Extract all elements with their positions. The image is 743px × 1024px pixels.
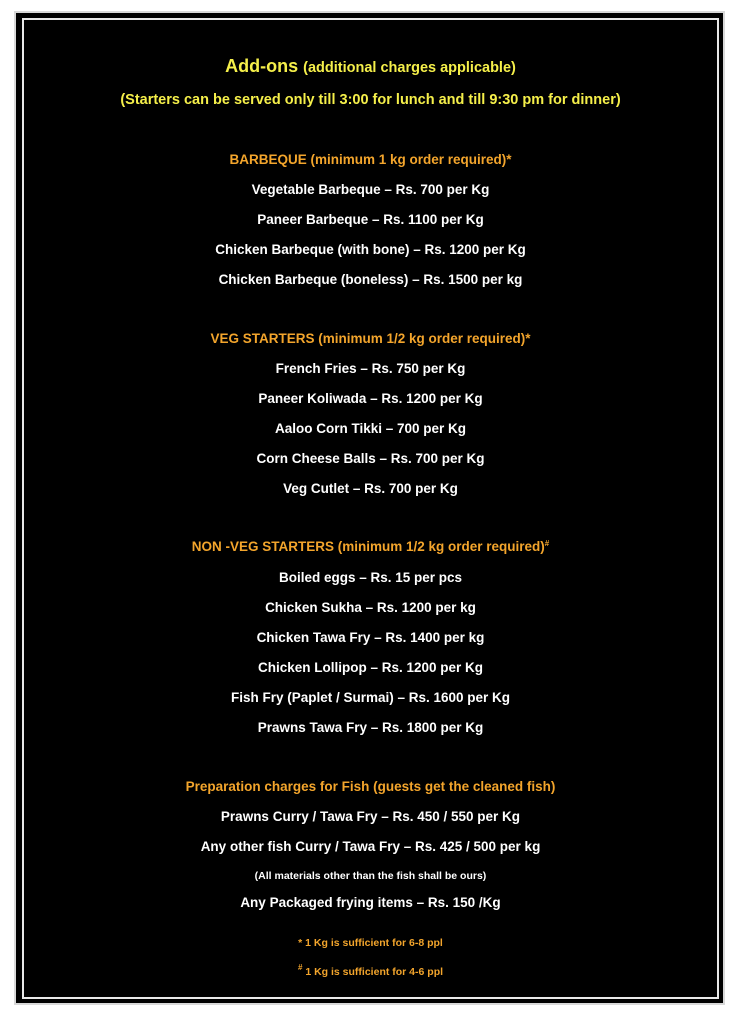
veg-item: Paneer Koliwada – Rs. 1200 per Kg <box>258 391 483 406</box>
barbeque-item: Chicken Barbeque (with bone) – Rs. 1200 per Kg <box>215 242 526 257</box>
nonveg-item: Fish Fry (Paplet / Surmai) – Rs. 1600 per Kg <box>230 690 511 705</box>
veg-heading: VEG STARTERS (minimum 1/2 kg order required)* <box>210 331 531 346</box>
title-note: (additional charges applicable) <box>303 60 516 76</box>
page-title <box>24 56 717 77</box>
footnote-star: * 1 Kg is sufficient for 6-8 ppl <box>298 937 443 949</box>
title-main: Add-ons <box>225 56 299 76</box>
barbeque-item: Paneer Barbeque – Rs. 1100 per Kg <box>257 212 484 227</box>
veg-item: Corn Cheese Balls – Rs. 700 per Kg <box>256 451 485 466</box>
nonveg-item: Chicken Lollipop – Rs. 1200 per Kg <box>257 660 484 675</box>
hash-mark: # <box>544 539 550 548</box>
fish-note: (All materials other than the fish shall be ours) <box>254 870 487 882</box>
nonveg-item: Chicken Sukha – Rs. 1200 per kg <box>265 600 476 615</box>
barbeque-item: Chicken Barbeque (boneless) – Rs. 1500 per kg <box>218 272 523 287</box>
nonveg-item: Prawns Tawa Fry – Rs. 1800 per Kg <box>257 720 484 735</box>
packaged-frying-item: Any Packaged frying items – Rs. 150 /Kg <box>240 895 501 910</box>
hash-mark: # <box>297 963 303 972</box>
veg-item: Aaloo Corn Tikki – 700 per Kg <box>274 421 467 436</box>
fish-item: Prawns Curry / Tawa Fry – Rs. 450 / 550 per Kg <box>220 809 521 824</box>
veg-item: French Fries – Rs. 750 per Kg <box>275 361 466 376</box>
nonveg-heading <box>24 539 717 554</box>
subtitle: (Starters can be served only till 3:00 for lunch and till 9:30 pm for dinner) <box>120 92 621 108</box>
nonveg-heading-text: NON -VEG STARTERS (minimum 1/2 kg order required) <box>191 539 545 554</box>
nonveg-item: Chicken Tawa Fry – Rs. 1400 per kg <box>256 630 485 645</box>
footnote-hash-text: 1 Kg is sufficient for 4-6 ppl <box>302 966 444 978</box>
nonveg-item: Boiled eggs – Rs. 15 per pcs <box>278 570 463 585</box>
fish-heading: Preparation charges for Fish (guests get the cleaned fish) <box>185 779 556 794</box>
veg-item: Veg Cutlet – Rs. 700 per Kg <box>283 481 458 496</box>
footnote-hash <box>24 963 717 978</box>
fish-item: Any other fish Curry / Tawa Fry – Rs. 425 / 500 per kg <box>200 839 541 854</box>
barbeque-heading: BARBEQUE (minimum 1 kg order required)* <box>229 152 512 167</box>
barbeque-item: Vegetable Barbeque – Rs. 700 per Kg <box>251 182 490 197</box>
menu-content <box>24 20 717 997</box>
